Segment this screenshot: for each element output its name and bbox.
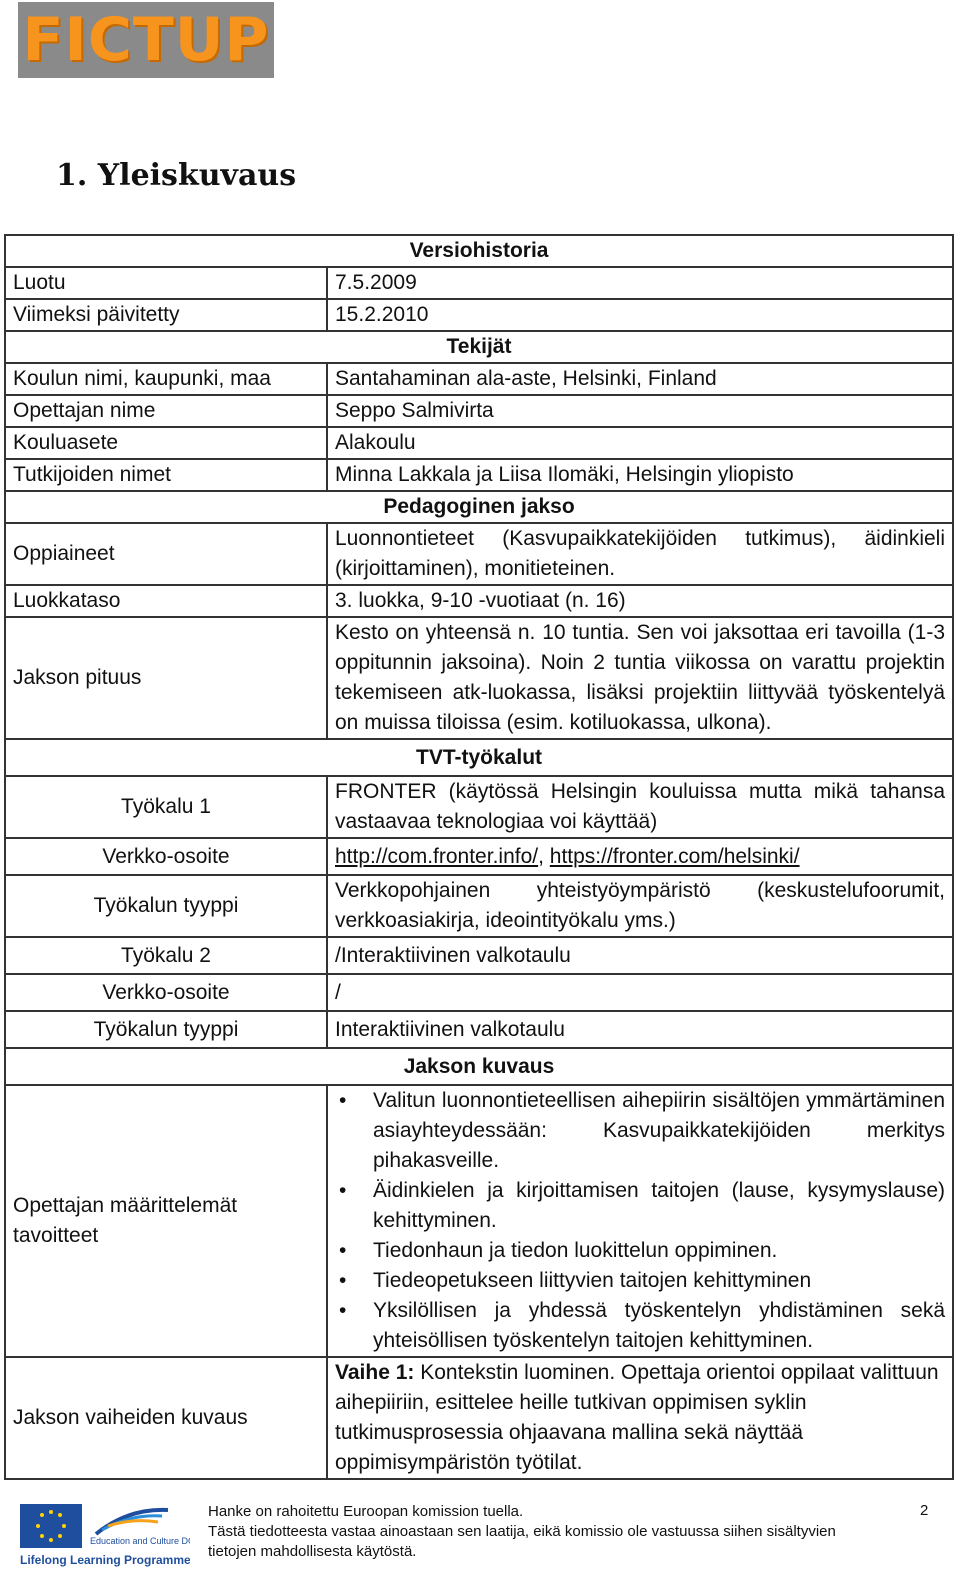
eu-lifelong-learning-logo (18, 1500, 190, 1568)
section-heading: 1. Yleiskuvaus (56, 158, 297, 193)
table-row (5, 427, 953, 459)
tool2-label: Työkalu 2 (5, 937, 327, 974)
length-label: Jakson pituus (5, 617, 327, 739)
table-row (5, 739, 953, 776)
list-item: • Tiedonhaun ja tiedon luokittelun oppiminen. (373, 1236, 945, 1266)
updated-value: 15.2.2010 (327, 299, 953, 331)
table-row (5, 838, 953, 875)
phases-value (327, 1357, 953, 1479)
created-value: 7.5.2009 (327, 267, 953, 299)
overview-table (4, 234, 954, 1480)
logo-caption-bottom: Lifelong Learning Programme (20, 1553, 190, 1567)
fronter-info-link[interactable]: http://com.fronter.info/ (335, 844, 539, 868)
created-label: Luotu (5, 267, 327, 299)
table-row (5, 974, 953, 1011)
table-row (5, 776, 953, 838)
logo-text: FICTUP (22, 5, 270, 75)
length-value: Kesto on yhteensä n. 10 tuntia. Sen voi jaksottaa eri tavoilla (1-3 oppitunnin jaksoina). Noin 2 tuntia viikossa on varattu projektin tekemiseen atk-luokassa, lisäksi projektiin liittyvää työskentelyä on muissa tiloissa (esim. kotiluokassa, ulkona). (327, 617, 953, 739)
section-header-tools: TVT-työkalut (5, 739, 953, 776)
teacher-label: Opettajan nime (5, 395, 327, 427)
list-item: • Tiedeopetukseen liittyvien taitojen kehittyminen (373, 1266, 945, 1296)
footer-line-1: Hanke on rahoitettu Euroopan komission tuella. (208, 1503, 524, 1520)
type1-value: Verkkopohjainen yhteistyöympäristö (keskustelufoorumit, verkkoasiakirja, ideointityökalu yms.) (327, 875, 953, 937)
link-separator: , (538, 844, 550, 868)
footer-disclaimer (208, 1502, 836, 1562)
phase-text: Kontekstin luominen. Opettaja orientoi oppilaat valittuun aihepiiriin, esittelee heille tutkivan oppimisen syklin tutkimusprosessia ohjaavana mallina sekä näyttää oppimisympäristön työtilat. (335, 1361, 939, 1474)
section-header-pedagogy: Pedagoginen jakso (5, 491, 953, 523)
table-row (5, 363, 953, 395)
logo-caption-top: Education and Culture DG (90, 1536, 190, 1546)
table-row (5, 585, 953, 617)
table-row (5, 491, 953, 523)
table-row (5, 299, 953, 331)
table-row (5, 875, 953, 937)
table-row (5, 1357, 953, 1479)
phase-title: Vaihe 1: (335, 1361, 415, 1384)
footer-line-2: Tästä tiedotteesta vastaa ainoastaan sen laatija, eikä komissio ole vastuussa siihen sisältyvien (208, 1523, 836, 1540)
researchers-value: Minna Lakkala ja Liisa Ilomäki, Helsingin yliopisto (327, 459, 953, 491)
footer-line-3: tietojen mahdollisesta käytöstä. (208, 1543, 417, 1560)
school-value: Santahaminan ala-aste, Helsinki, Finland (327, 363, 953, 395)
phases-label: Jakson vaiheiden kuvaus (5, 1357, 327, 1479)
type1-label: Työkalun tyyppi (5, 875, 327, 937)
school-level-label: Kouluasete (5, 427, 327, 459)
fictup-logo (18, 2, 274, 78)
table-row (5, 331, 953, 363)
table-row (5, 1011, 953, 1048)
table-row (5, 523, 953, 585)
school-level-value: Alakoulu (327, 427, 953, 459)
table-row (5, 937, 953, 974)
table-row (5, 267, 953, 299)
school-label: Koulun nimi, kaupunki, maa (5, 363, 327, 395)
table-row (5, 235, 953, 267)
updated-label: Viimeksi päivitetty (5, 299, 327, 331)
goals-cell (327, 1085, 953, 1357)
section-header-versions: Versiohistoria (5, 235, 953, 267)
url1-value (327, 838, 953, 875)
url2-label: Verkko-osoite (5, 974, 327, 1011)
page-number: 2 (920, 1502, 929, 1519)
grade-label: Luokkataso (5, 585, 327, 617)
tool2-value: /Interaktiivinen valkotaulu (327, 937, 953, 974)
table-row (5, 1048, 953, 1085)
fronter-helsinki-link[interactable]: https://fronter.com/helsinki/ (549, 844, 800, 868)
goals-label: Opettajan määrittelemät tavoitteet (5, 1085, 327, 1357)
table-row (5, 617, 953, 739)
researchers-label: Tutkijoiden nimet (5, 459, 327, 491)
tool1-value: FRONTER (käytössä Helsingin kouluissa mutta mikä tahansa vastaavaa teknologiaa voi käyttää) (327, 776, 953, 838)
url2-value: / (327, 974, 953, 1011)
teacher-value: Seppo Salmivirta (327, 395, 953, 427)
table-row (5, 459, 953, 491)
type2-value: Interaktiivinen valkotaulu (327, 1011, 953, 1048)
url1-label: Verkko-osoite (5, 838, 327, 875)
tool1-label: Työkalu 1 (5, 776, 327, 838)
type2-label: Työkalun tyyppi (5, 1011, 327, 1048)
goals-list (335, 1086, 945, 1356)
section-header-authors: Tekijät (5, 331, 953, 363)
grade-value: 3. luokka, 9-10 -vuotiaat (n. 16) (327, 585, 953, 617)
list-item: • Yksilöllisen ja yhdessä työskentelyn yhdistäminen sekä yhteisöllisen työskentelyn taitojen kehittyminen. (373, 1296, 945, 1356)
subjects-label: Oppiaineet (5, 523, 327, 585)
subjects-value: Luonnontieteet (Kasvupaikkatekijöiden tutkimus), äidinkieli (kirjoittaminen), monitieteinen. (327, 523, 953, 585)
table-row (5, 395, 953, 427)
list-item: • Valitun luonnontieteellisen aihepiirin sisältöjen ymmärtäminen asiayhteydessään: Kasvupaikkatekijöiden merkitys pihakasveille. (373, 1086, 945, 1176)
list-item: • Äidinkielen ja kirjoittamisen taitojen (lause, kysymyslause) kehittyminen. (373, 1176, 945, 1236)
section-header-description: Jakson kuvaus (5, 1048, 953, 1085)
table-row (5, 1085, 953, 1357)
